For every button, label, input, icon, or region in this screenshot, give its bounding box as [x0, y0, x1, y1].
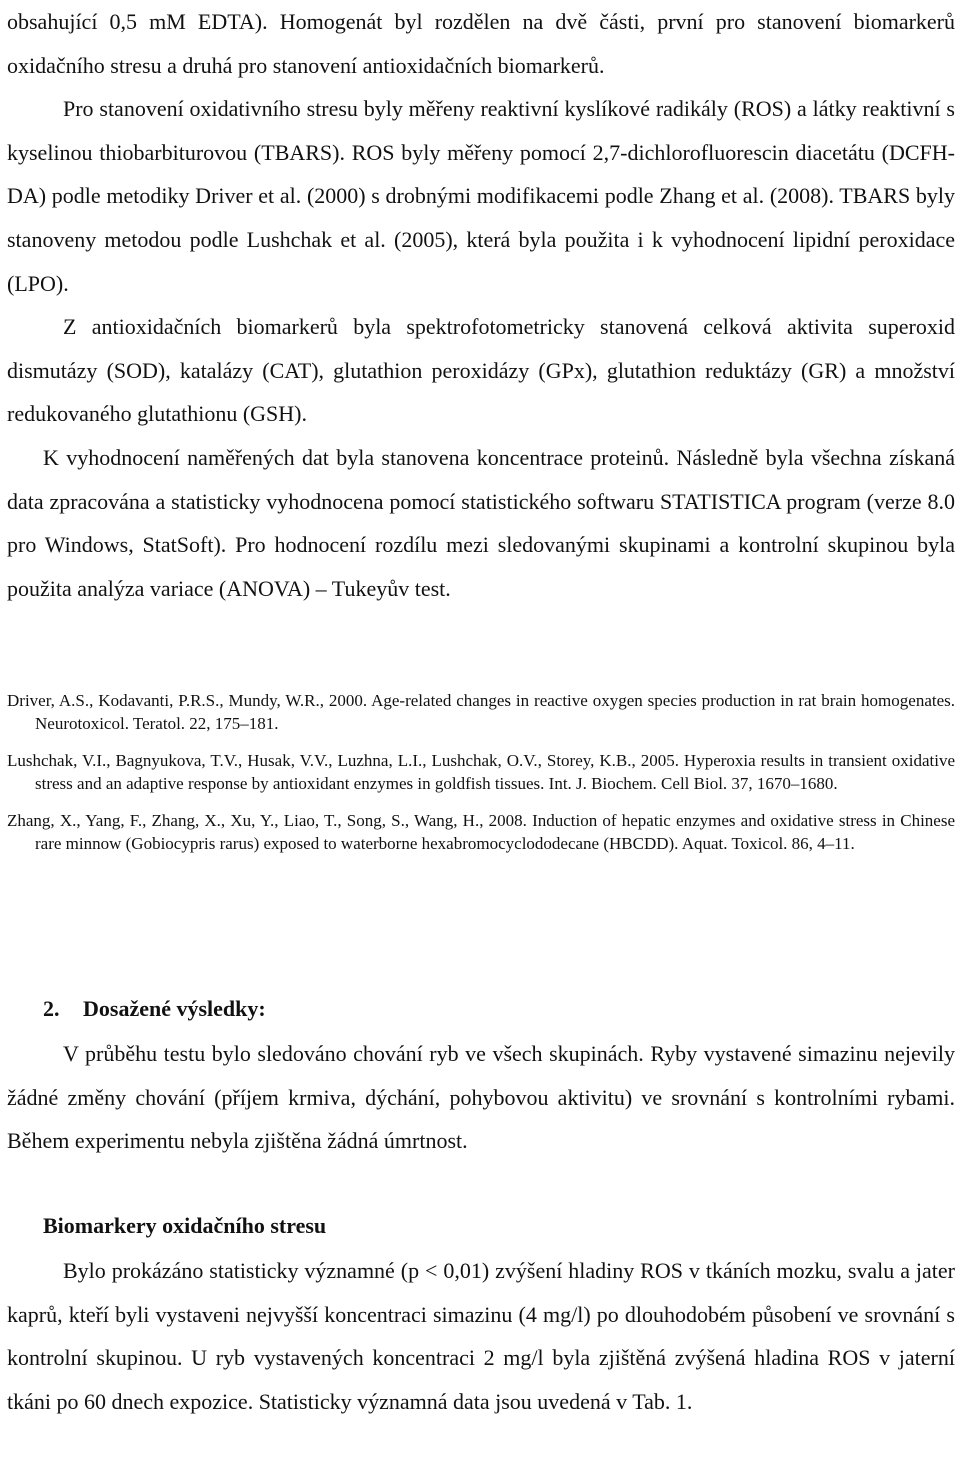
- reference-item: Driver, A.S., Kodavanti, P.R.S., Mundy, W.R., 2000. Age-related changes in reactive oxygen species production in rat brain homogenates. Neurotoxicol. Teratol. 22, 175–181.: [7, 691, 955, 733]
- methods-paragraph-2: Pro stanovení oxidativního stresu byly měřeny reaktivní kyslíkové radikály (ROS) a látky reaktivní s kyselinou thiobarbiturovou (TBARS). ROS byly měřeny pomocí 2,7-dichlorofluorescin diacetátu (DCFH-DA) podle metodiky Driver et al. (2000) s drobnými modifikacemi podle Zhang et al. (2008). TBARS byly stanoveny metodou podle Lushchak et al. (2005), která byla použita i k vyhodnocení lipidní peroxidace (LPO).: [7, 96, 955, 296]
- reference-item: Lushchak, V.I., Bagnyukova, T.V., Husak, V.V., Luzhna, L.I., Lushchak, O.V., Storey, K.B., 2005. Hyperoxia results in transient oxidative stress and an adaptive response by antioxidant enzymes in goldfish tissues. Int. J. Biochem. Cell Biol. 37, 1670–1680.: [7, 751, 955, 793]
- biomarkers-text: [7, 1249, 955, 1423]
- methods-text: [7, 0, 955, 610]
- section-heading-biomarkers: Biomarkery oxidačního stresu: [43, 1213, 327, 1238]
- section-title: Dosažené výsledky:: [83, 996, 266, 1021]
- section-number: 2.: [43, 996, 60, 1021]
- methods-paragraph-4: K vyhodnocení naměřených dat byla stanovena koncentrace proteinů. Následně byla všechna získaná data zpracována a statisticky vyhodnocena pomocí statistického softwaru STATISTICA program (verze 8.0 pro Windows, StatSoft). Pro hodnocení rozdílu mezi sledovanými skupinami a kontrolní skupinou byla použita analýza variace (ANOVA) – Tukeyův test.: [7, 444, 955, 601]
- section-heading-results: [43, 996, 266, 1022]
- reference-item: Zhang, X., Yang, F., Zhang, X., Xu, Y., Liao, T., Song, S., Wang, H., 2008. Induction of hepatic enzymes and oxidative stress in Chinese rare minnow (Gobiocypris rarus) exposed to waterborne hexabromocyclododecane (HBCDD). Aquat. Toxicol. 86, 4–11.: [7, 811, 955, 853]
- methods-paragraph-3: Z antioxidačních biomarkerů byla spektrofotometricky stanovená celková aktivita superoxid dismutázy (SOD), katalázy (CAT), glutathion peroxidázy (GPx), glutathion reduktázy (GR) a množství redukovaného glutathionu (GSH).: [7, 314, 955, 427]
- biomarkers-paragraph: Bylo prokázáno statisticky významné (p < 0,01) zvýšení hladiny ROS v tkáních mozku, svalu a jater kaprů, kteří byli vystaveni nejvyšší koncentraci simazinu (4 mg/l) po dlouhodobém působení ve srovnání s kontrolní skupinou. U ryb vystavených koncentraci 2 mg/l byla zjištěná zvýšená hladina ROS v jaterní tkáni po 60 dnech expozice. Statisticky významná data jsou uvedená v Tab. 1.: [7, 1258, 955, 1414]
- methods-paragraph-1: obsahující 0,5 mM EDTA). Homogenát byl rozdělen na dvě části, první pro stanovení biomarkerů oxidačního stresu a druhá pro stanovení antioxidačních biomarkerů.: [7, 9, 955, 78]
- results-paragraph: V průběhu testu bylo sledováno chování ryb ve všech skupinách. Ryby vystavené simazinu nejevily žádné změny chování (příjem krmiva, dýchání, pohybovou aktivitu) ve srovnání s kontrolními rybami. Během experimentu nebyla zjištěna žádná úmrtnost.: [7, 1041, 955, 1154]
- results-text: [7, 1032, 955, 1163]
- references-list: [7, 690, 955, 871]
